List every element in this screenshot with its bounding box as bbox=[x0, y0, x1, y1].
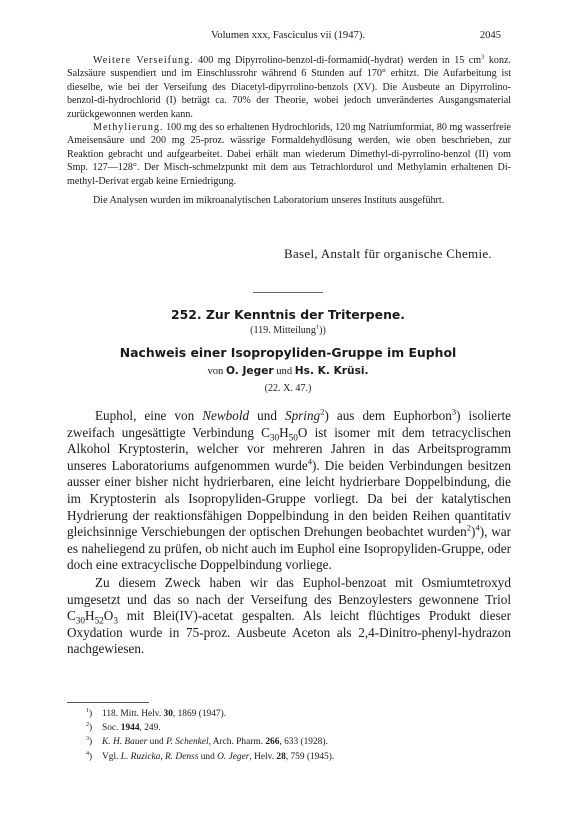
institution-address: Basel, Anstalt für organische Chemie. bbox=[284, 246, 492, 261]
paragraph-methylierung: Methylierung. 100 mg des so erhaltenen Hydrochlorids, 120 mg Natriumformiat, 80 mg wasserfreie Ameisensäure und 200 mg 25-proz. wässrige Formaldehydlösung werden, wie oben beschrieben, zur Reaktion gebracht und aufgearbeitet. Dabei erhält man wiederum Dimethyl-di-pyrrolino-benzol (II) vom Smp. 127—128°. Der Misch-schmelzpunkt mit dem aus Tetrachlordurol und Methylamin erhaltenen Di-methyl-Derivat ergab keine Erniedrigung. bbox=[67, 122, 511, 187]
paragraph-analysen: Die Analysen wurden im mikroanalytischen Laboratorium unseres Instituts ausgeführt. bbox=[93, 195, 445, 207]
footnote-divider bbox=[67, 702, 149, 703]
footnote: $^2$) Soc. 1944, 249. bbox=[86, 722, 161, 734]
running-header bbox=[0, 30, 576, 46]
running-title: Volumen xxx, Fasciculus vii (1947). bbox=[211, 30, 365, 41]
paragraph-verseifung: Weitere Verseifung. 400 mg Dipyrrolino-benzol-di-formamid(-hydrat) werden in 15 $cm^3$ konz. Salzsäure suspendiert und im Einschlussrohr während 6 Stunden auf 170° erhitzt. Die Aufarbeitung ist dieselbe, wie bei der Verseifung des Diacetyl-dipyrrolino-benzols (XV). Die Ausbeute an Dipyrrolino-benzol-di-hydrochlorid (I) beträgt ca. 70% der Theorie, wobei jedoch unverändertes Ausgangsmaterial zurückgewonnen werden kann. bbox=[67, 53, 512, 120]
article-body bbox=[67, 408, 511, 658]
body-paragraph: Zu diesem Zweck haben wir das Euphol-benzoat mit Osmiumtetroxyd umgesetzt und das so nach der Verseifung des Benzoylesters gewonnene Triol $C_{30}H_{52}O_3$ mit Blei(IV)-acetat gespalten. Als leicht flüchtiges Produkt dieser Oxydation wurde in 75-proz. Ausbeute Aceton als 2,4-Dinitro-phenyl-hydrazon nachgewiesen. bbox=[67, 574, 511, 657]
article-subtitle: Nachweis einer Isopropyliden-Gruppe im Euphol bbox=[119, 345, 457, 360]
footnote: $^4$) Vgl. L. Ruzicka, R. Denss und O. Jeger, Helv. 28, 759 (1945). bbox=[86, 750, 335, 762]
experimental-section bbox=[67, 54, 511, 207]
footnote: $^3$) K. H. Bauer und P. Schenkel, Arch. Pharm. 266, 633 (1928). bbox=[86, 736, 328, 748]
footnotes bbox=[86, 707, 516, 764]
article-title: 252. Zur Kenntnis der Triterpene. bbox=[170, 307, 405, 322]
page-number: 2045 bbox=[479, 30, 501, 41]
author-name: Hs. K. Krüsi. bbox=[294, 365, 369, 377]
author-name: O. Jeger bbox=[226, 365, 274, 377]
article-authors: von O. Jeger und Hs. K. Krüsi. bbox=[207, 365, 369, 377]
section-divider bbox=[253, 292, 323, 293]
footnote: $^1$) 118. Mitt. Helv. 30, 1869 (1947). bbox=[86, 707, 227, 719]
article-series-note: (119. Mitteilung$^1$)) bbox=[250, 323, 326, 336]
body-paragraph: Euphol, eine von Newbold und Spring$^2$) aus dem Euphorbon$^3$) isolierte zweifach ungesättigte Verbindung $C_{30}H_{50}O$ ist isomer mit dem tetracyclischen Alkohol Kryptosterin, welcher vor mehreren Jahren in das Arbeitsprogramm unseres Laboratoriums aufgenommen wurde$^4$). Die beiden Verbindungen besitzen ausser einer bisher nicht hydrierbaren, eine leicht hydrierbare Doppelbindung, die im Kryptosterin als Isopropyliden-Gruppe vorliegt. Da bei der katalytischen Hydrierung der reaktionsfähigen Doppelbindung in den beiden Reihen quantitativ gleichsinnige Verschiebungen der optischen Drehungen beobachtet wurden$^2$)$^4$), war es naheliegend zu prüfen, ob nicht auch im Euphol eine Isopropyliden-Gruppe, oder doch eine extracyclische Doppelbindung vorliege. bbox=[67, 406, 512, 573]
article-date: (22. X. 47.) bbox=[264, 383, 312, 394]
